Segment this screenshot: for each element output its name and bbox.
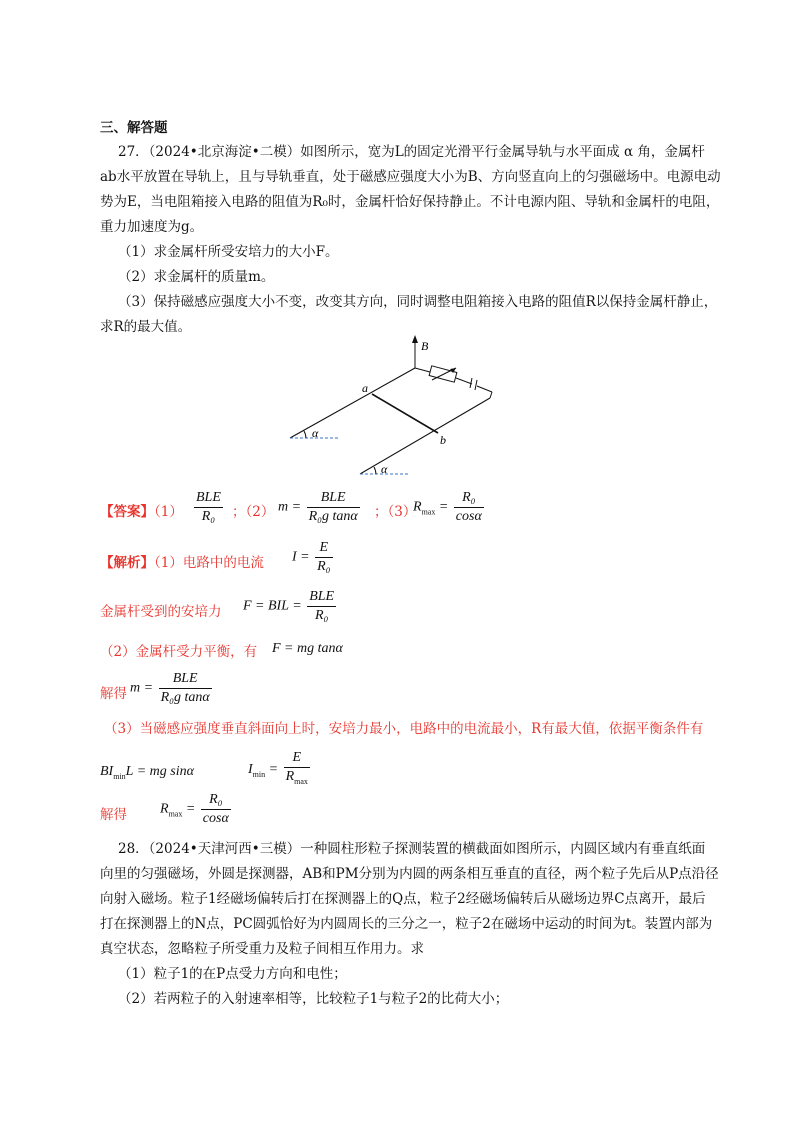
answer-f3-sub: max [421, 507, 436, 517]
answer-f2-num: BLE [307, 490, 360, 508]
wire-right [477, 386, 492, 392]
analysis-s4-num: BLE [159, 671, 212, 689]
q28-line-4: 打在探测器上的N点，PC圆弧恰好为内圆周长的三分之一，粒子2在磁场中运动的时间为t。装置内部为 [100, 916, 713, 932]
label-a: a [362, 381, 368, 395]
analysis-s7-eq: = [185, 801, 196, 817]
label-B: B [421, 339, 429, 353]
rail-top [290, 368, 415, 438]
analysis-formula-4 [130, 671, 214, 706]
analysis-s6-eq-pre: BI [100, 764, 114, 779]
angle-arc-2 [374, 467, 376, 474]
analysis-s2-den: R₀ [314, 608, 329, 623]
analysis-s2-num: BLE [307, 589, 336, 607]
answer-f2-den: R₀g tanα [308, 509, 358, 524]
analysis-s6-num: E [284, 750, 310, 768]
q27-line-2: ab水平放置在导轨上，且与导轨垂直，处于磁感应强度大小为B、方向竖直向上的匀强磁场中。电源电动 [100, 169, 721, 185]
analysis-s7-lhs: R [160, 801, 169, 817]
analysis-s6-lhs: I [248, 762, 253, 778]
answer-f1-num: BLE [194, 490, 223, 508]
q28-line-5: 真空状态，忽略粒子所受重力及粒子间相互作用力。求 [100, 941, 424, 957]
q27-line-4: 重力加速度为g。 [100, 219, 204, 235]
battery-plate-2 [475, 380, 477, 390]
analysis-formula-2 [243, 589, 338, 624]
q28-sub-1: （1）粒子1的在P点受力方向和电性； [118, 966, 347, 982]
analysis-formula-7 [160, 792, 233, 827]
analysis-s1-lhs: I = [292, 549, 310, 565]
analysis-s2-lhs: F = BIL = [243, 598, 302, 614]
answer-formula-1 [192, 490, 225, 525]
q27-figure [280, 332, 510, 482]
answer-f3-den: cosα [455, 509, 482, 524]
analysis-s4-den: R₀g tanα [160, 690, 210, 705]
answer-part-2: ；（2） [232, 504, 275, 520]
analysis-s6-den-sub: max [294, 776, 308, 786]
angle-arc-1 [304, 431, 306, 438]
analysis-s4-lhs: m = [130, 680, 154, 696]
rod-ab [372, 394, 438, 433]
wire-down [490, 392, 492, 398]
q27-sub-3-line-2: 求R的最大值。 [100, 319, 192, 335]
q27-sub-1: （1）求金属杆所受安培力的大小F。 [118, 244, 339, 260]
analysis-formula-6 [248, 750, 312, 790]
answer-part-1: （1） [154, 504, 183, 520]
analysis-s6-lhs-sub: min [252, 769, 266, 779]
analysis-s6-eq: = [268, 762, 279, 778]
analysis-label: 【解析】 [100, 555, 154, 571]
answer-f3-eq: = [438, 499, 449, 515]
q27-line-3: 势为E，当电阻箱接入电路的阻值为R₀时，金属杆恰好保持静止。不计电源内阻、导轨和金属杆的电阻， [100, 194, 720, 210]
analysis-s7-num: R₀ [201, 792, 231, 810]
analysis-s7-den: cosα [202, 811, 229, 826]
answer-formula-3 [413, 490, 486, 525]
analysis-s3-eq: F = mg tanα [272, 641, 343, 656]
analysis-formula-1 [292, 540, 335, 575]
analysis-s1-num: E [315, 540, 332, 558]
label-b: b [440, 433, 446, 447]
analysis-s6-eq [100, 764, 194, 781]
q27-line-1: 27．（2024•北京海淀•二模）如图所示，宽为L的固定光滑平行金属导轨与水平面成 α 角，金属杆 [118, 144, 705, 160]
wire-mid [456, 378, 472, 384]
analysis-s7-lhs-sub: max [168, 809, 183, 819]
q27-sub-2: （2）求金属杆的质量m。 [118, 269, 275, 285]
answer-f1-den: R₀ [201, 509, 216, 524]
answer-label: 【答案】 [100, 504, 154, 520]
analysis-s3-text: （2）金属杆受力平衡，有 [100, 644, 258, 660]
rail-bottom [360, 398, 490, 474]
q28-line-3: 向射入磁场。粒子1经磁场偏转后打在探测器上的Q点，粒子2经磁场偏转后从磁场边界C点离开，最后 [100, 891, 706, 907]
answer-row [100, 501, 183, 523]
label-alpha-2: α [381, 462, 388, 476]
answer-f3-lhs: R [413, 499, 422, 515]
analysis-s1-text: （1）电路中的电流 [154, 555, 264, 571]
analysis-s2-text: 金属杆受到的安培力 [100, 604, 222, 620]
answer-f2-lhs: m = [278, 499, 302, 515]
analysis-s4-text: 解得 [100, 686, 127, 702]
q28-line-1: 28．（2024•天津河西•三模）一种圆柱形粒子探测装置的横截面如图所示，内圆区域内有垂直纸面 [118, 841, 706, 857]
analysis-s6-eq-sub: min [113, 771, 126, 781]
q28-line-2: 向里的匀强磁场，外圆是探测器，AB和PM分别为内圆的两条相互垂直的直径，两个粒子先后从P点沿径 [100, 866, 719, 882]
wire-top [415, 368, 430, 372]
analysis-s7-text: 解得 [100, 807, 127, 823]
q28-sub-2: （2）若两粒子的入射速率相等，比较粒子1与粒子2的比荷大小； [118, 991, 509, 1007]
answer-formula-2 [278, 490, 362, 525]
analysis-s5-text: （3）当磁感应强度垂直斜面向上时，安培力最小，电路中的电流最小，R有最大值，依据平衡条件有 [104, 721, 704, 737]
analysis-step-1 [100, 552, 264, 574]
analysis-s6-eq-post: L = mg sinα [125, 764, 194, 779]
answer-part-3: ；（3） [374, 504, 417, 520]
analysis-s1-den: R₀ [317, 559, 331, 574]
analysis-s6-den-pre: R [285, 769, 295, 784]
section-title: 三、解答题 [100, 120, 168, 136]
answer-f3-num: R₀ [454, 490, 484, 508]
q27-sub-3-line-1: （3）保持磁感应强度大小不变，改变其方向，同时调整电阻箱接入电路的阻值R以保持金属杆静止， [118, 294, 718, 310]
label-alpha-1: α [312, 426, 319, 440]
